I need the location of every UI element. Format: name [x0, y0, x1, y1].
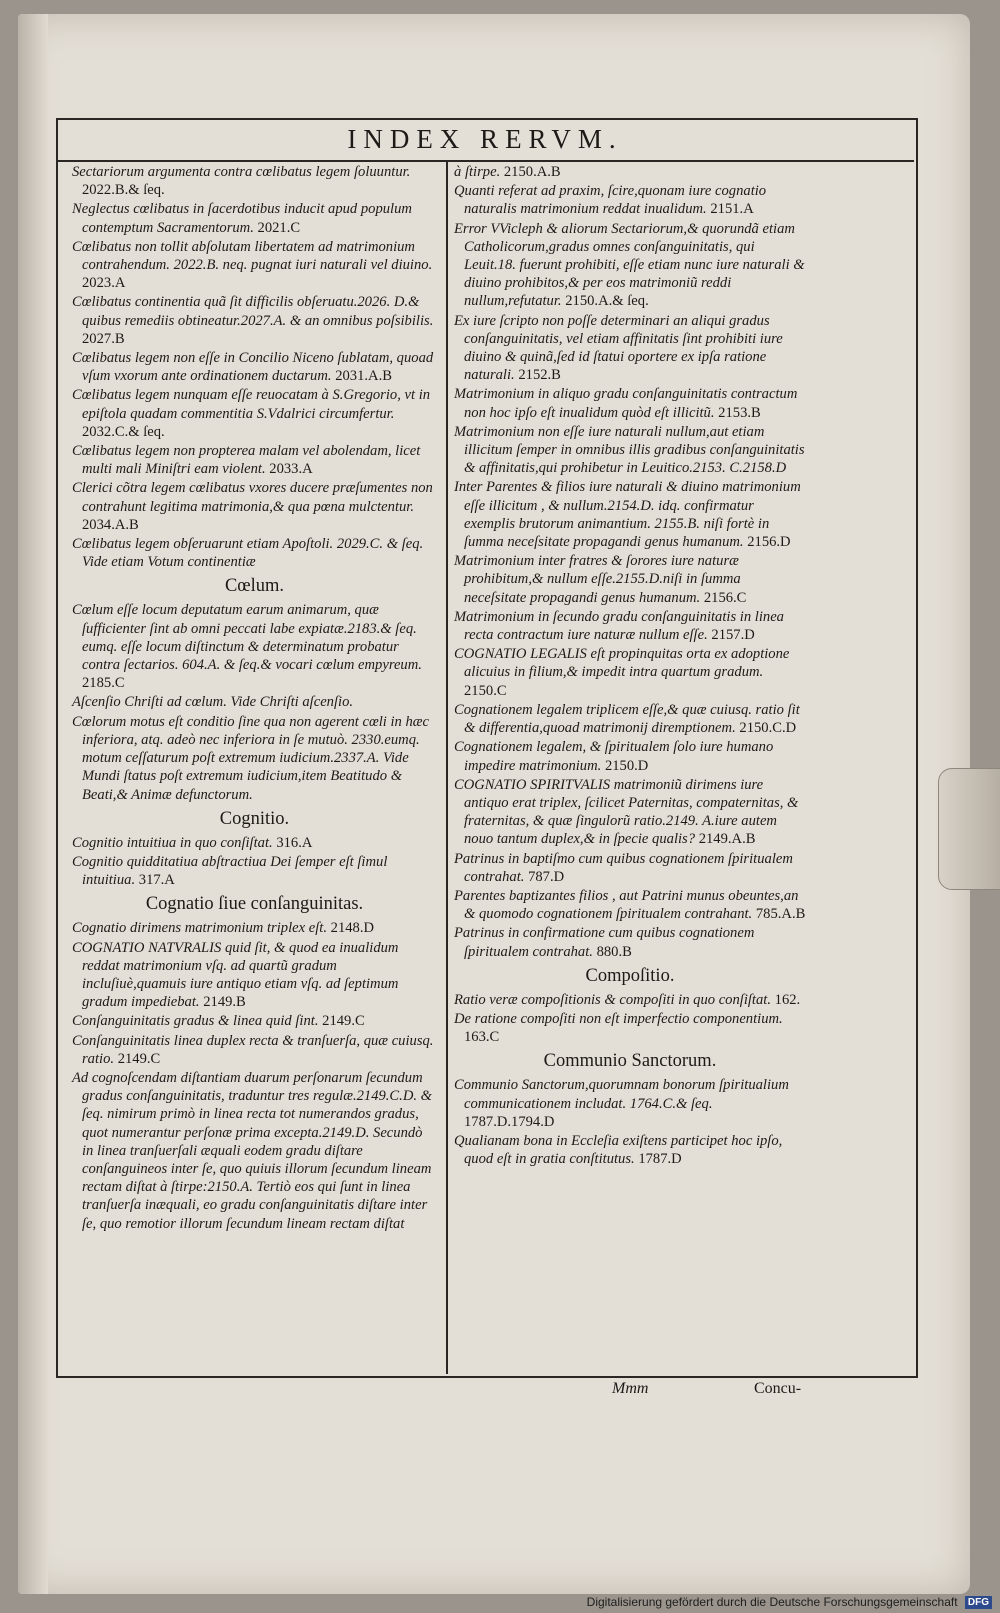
entry-reference: 2149.C [322, 1013, 365, 1030]
index-entry [72, 238, 437, 293]
entry-text: Aſcenſio Chriſti ad cœlum. Vide Chriſti aſcenſio. [72, 694, 354, 711]
index-entry [454, 701, 806, 737]
entry-text: COGNATIO LEGALIS eſt propinquitas orta ex adoptione alicuius in filium,& impedit intra quartum gradum. [454, 646, 790, 681]
entry-reference: 2022.B.& ſeq. [82, 182, 165, 199]
entry-text: Cognatio dirimens matrimonium triplex eſt. [72, 920, 327, 937]
page-tab-marker [938, 768, 1000, 890]
entry-text: Cœlibatus legem non propterea malam vel abolendam, licet multi mali Miniſtri eam violent. [72, 443, 421, 478]
entry-reference: 2149.B [203, 994, 246, 1011]
entry-text: Cognitio intuitiua in quo conſiſtat. [72, 834, 273, 851]
entry-reference: 2027.B [82, 330, 125, 347]
index-entry [454, 552, 806, 607]
entry-reference: 2150.A.B [503, 164, 561, 180]
index-entry [72, 853, 437, 889]
entry-text: Patrinus in confirmatione cum quibus cognationem ſpiritualem contrahat. [454, 925, 755, 960]
entry-reference: 1787.D [638, 1151, 682, 1168]
entry-reference: 2031.A.B [335, 368, 392, 385]
index-entry [454, 738, 806, 774]
section-heading: Cognatio ſiue conſanguinitas. [145, 894, 364, 915]
entry-reference: 1787.D.1794.D [464, 1113, 555, 1130]
entry-text: Matrimonium inter fratres & ſorores iure naturæ prohibitum,& nullum eſſe.2155.D.niſi in ſumma neceſsitate propagandi genus humanum. [454, 553, 741, 606]
right-column [454, 163, 806, 1169]
index-entry [72, 349, 437, 385]
entry-text: Parentes baptizantes filios , aut Patrini munus obeuntes,an & quomodo cognationem ſpiritualem contrahant. [454, 887, 799, 923]
entry-text: Cœlibatus legem non eſſe in Concilio Niceno ſublatam, quoad vſum vxorum ante ordinationem ductarum. [72, 350, 434, 385]
entry-reference: 2033.A [269, 461, 313, 478]
section-heading: Communio Sanctorum. [543, 1051, 717, 1072]
entry-reference: 2034.A.B [82, 516, 139, 533]
entry-text: Matrimonium in aliquo gradu conſanguinitatis contractum non hoc ipſo eſt inualidum quòd eſt illicitũ. [454, 386, 798, 421]
index-entry [454, 850, 806, 886]
entry-text: Sectariorum argumenta contra cœlibatus legem ſoluuntur. [72, 164, 411, 180]
index-entry [72, 601, 437, 692]
index-entry [454, 887, 806, 923]
entry-reference: 2156.D [747, 534, 791, 551]
index-entry [72, 919, 437, 937]
index-entry [72, 713, 437, 804]
entry-text: Ad cognoſcendam diſtantiam duarum perſonarum ſecundum gradus conſanguinitatis, traduntur tres regulæ.2149.C.D. & ſeq. nimirum primò in linea recta tot numerandos gradus, quot numerantur perſonæ prima excepta.2149.D. Secundò in linea tranſuerſali æquali eodem gradu diſtare conſanguineos inter ſe, quo quiuis illorum ſecundum lineam rectam diſtat à ſtirpe:2150.A. Tertiò eos qui ſunt in linea tranſuerſa inæquali, eo gradu conſanguinitatis diſtare inter ſe, quo remotior illorum ſecundum lineam rectam diſtat [72, 1069, 433, 1232]
entry-text: Communio Sanctorum,quorumnam bonorum ſpiritualium communicationem includat. 1764.C.& ſeq. [454, 1077, 789, 1112]
index-entry [454, 220, 806, 311]
entry-reference: 2150.A.& ſeq. [565, 293, 649, 310]
entry-text: Cœlibatus non tollit abſolutam libertatem ad matrimonium contrahendum. 2022.B. neq. pugnat iuri naturali vel diuino. [72, 238, 433, 274]
entry-reference: 787.D [528, 868, 565, 885]
index-entry [72, 1069, 437, 1233]
entry-text: Ex iure ſcripto non poſſe determinari an aliqui gradus conſanguinitatis, vel etiam affinitatis ſint prohibiti iure diuino & quinã,ſed id ſtatui oportere ex ipſa ratione naturali. [454, 312, 783, 384]
dfg-logo-icon: DFG [965, 1596, 992, 1609]
index-entry [72, 939, 437, 1012]
index-entry [454, 924, 806, 960]
entry-reference: 2023.A [82, 275, 126, 292]
entry-text: Cognationem legalem triplicem eſſe,& quæ cuiusq. ratio ſit & differentia,quoad matrimonij diremptionem. [454, 701, 800, 737]
entry-text: Clerici cõtra legem cœlibatus vxores ducere præſumentes non contrahunt legitima matrimonia,& qua pœna mulctentur. [72, 480, 433, 515]
entry-text: Cœlibatus legem obſeruarunt etiam Apoſtoli. 2029.C. & ſeq. Vide etiam Votum continentiæ [72, 536, 424, 571]
signature-mark: Mmm [612, 1380, 649, 1397]
entry-text: Quanti referat ad praxim, ſcire,quonam iure cognatio naturalis matrimonium reddat inualidum. [454, 183, 767, 218]
entry-text: Cognationem legalem, & ſpiritualem ſolo iure humano impedire matrimonium. [454, 739, 774, 774]
entry-reference: 785.A.B [755, 906, 806, 923]
entry-text: Conſanguinitatis linea duplex recta & tranſuerſa, quæ cuiusq. ratio. [72, 1032, 434, 1067]
entry-text: Patrinus in baptiſmo cum quibus cognationem ſpiritualem contrahat. [454, 850, 793, 885]
index-entry [72, 200, 437, 236]
index-entry [454, 182, 806, 218]
index-entry [454, 991, 806, 1009]
entry-reference: 2149.C [117, 1050, 161, 1067]
entry-reference: 2150.D [604, 757, 649, 774]
entry-text: COGNATIO NATVRALIS quid ſit, & quod ea inualidum reddat matrimonium vſq. ad quartũ gradum incluſiuè,quamuis iure antiquo etiam vſq. ad ſeptimum gradum impediebat. [72, 939, 399, 1011]
footer-text: Digitalisierung gefördert durch die Deutsche Forschungsgemeinschaft [586, 1595, 958, 1609]
section-heading: Compoſitio. [585, 965, 675, 986]
section-heading: Cognitio. [219, 808, 290, 829]
entry-reference: 2150.C.D [739, 720, 797, 737]
entry-reference: 880.B [596, 943, 632, 960]
entry-text: Cœlum eſſe locum deputatum earum animarum, quæ ſufficienter ſint ab omni peccati labe expiatæ.2183.& ſeq. eumq. eſſe locum diſtinctum & determinatum probatur contra ſectarios. 604.A. & ſeq.& vocari cœlum empyreum. [72, 602, 422, 674]
entry-text: Cognitio quidditatiua abſtractiua Dei ſemper eſt ſimul intuitiua. [72, 853, 388, 889]
entry-reference: 2021.C [257, 219, 301, 236]
index-entry [454, 1010, 806, 1046]
entry-reference: 2032.C.& ſeq. [82, 423, 165, 440]
entry-reference: 163.C [464, 1029, 500, 1046]
index-entry [454, 163, 806, 181]
index-entry [72, 834, 437, 852]
index-entry [72, 693, 437, 711]
header-rule [56, 160, 914, 162]
entry-reference: 2153.B [718, 404, 761, 421]
entry-text: De ratione compoſiti non eſt imperfectio componentium. [454, 1010, 783, 1027]
index-entry [454, 312, 806, 385]
entry-reference: 2150.C [464, 682, 507, 699]
index-entry [72, 442, 437, 478]
entry-text: Cœlorum motus eſt conditio ſine qua non agerent cœli in hæc inferiora, atq. adeò nec inferiora in ſe mutuò. 2330.eumq. motum ceſſaturum poſt extremum iudicium.2337.A. Vide Mundi ſtatus poſt extremum iudicium,item Beatitudo & Beati,& Animæ defunctorum. [72, 713, 429, 803]
index-entry [72, 479, 437, 534]
entry-text: à ſtirpe. [454, 164, 501, 180]
index-entry [454, 478, 806, 551]
entry-text: Matrimonium in ſecundo gradu conſanguinitatis in linea recta contractum iure naturæ nullum eſſe. [454, 608, 784, 644]
section-heading: Cœlum. [224, 576, 285, 597]
entry-reference: 2148.D [330, 920, 375, 937]
index-entry [72, 293, 437, 348]
entry-text: Inter Parentes & filios iure naturali & diuino matrimonium eſſe illicitum , & nullum.2154.D. idq. confirmatur exemplis brutorum animantium. 2155.B. niſi fortè in ſumma neceſsitate propagandi genus humanum. [454, 479, 801, 551]
running-title: INDEX RERVM. [347, 124, 623, 154]
index-entry [72, 163, 437, 199]
column-divider [446, 162, 448, 1374]
entry-reference: 2151.A [710, 201, 754, 218]
entry-reference: 162. [774, 991, 801, 1008]
index-entry [454, 608, 806, 644]
entry-reference: 2157.D [711, 627, 755, 644]
entry-text: Conſanguinitatis gradus & linea quid ſint. [72, 1013, 319, 1030]
page-gutter [18, 14, 48, 1594]
index-entry [454, 1132, 806, 1168]
entry-reference: 2149.A.B [698, 831, 756, 848]
index-entry [454, 385, 806, 421]
entry-text: Cœlibatus legem nunquam eſſe reuocatam à S.Gregorio, vt in epiſtola quadam commentitia S.Vdalrici circumfertur. [72, 387, 431, 422]
entry-text: Neglectus cœlibatus in ſacerdotibus inducit apud populum contemptum Sacramentorum. [72, 201, 412, 236]
entry-reference: 2152.B [518, 367, 561, 384]
entry-text: Qualianam bona in Eccleſia exiſtens participet hoc ipſo, quod eſt in gratia conſtitutus. [454, 1132, 783, 1168]
entry-text: Ratio veræ compoſitionis & compoſiti in quo conſiſtat. [454, 991, 771, 1008]
entry-reference: 2185.C [82, 675, 125, 692]
entry-text: COGNATIO SPIRITVALIS matrimoniũ dirimens iure antiquo erat triplex, ſcilicet Paternitas, compaternitas, & fraternitas, & quæ ſingulorũ ratio.2149. A.iure autem nouo tantum duplex,& in ſpecie qualis? [454, 776, 799, 848]
index-entry [454, 423, 806, 478]
entry-text: Error VVicleph & aliorum Sectariorum,& quorundã etiam Catholicorum,gradus omnes conſanguinitatis, qui Leuit.18. fuerunt prohibiti, eſſe etiam nunc iure naturali & diuino prohibitos,& per eos matrimoniũ reddi nullum,refutatur. [454, 220, 805, 310]
index-entry [72, 535, 437, 571]
entry-reference: 316.A [276, 834, 313, 851]
entry-text: Cœlibatus continentia quã ſit difficilis obſeruatu.2026. D.& quibus remediis obtineatur.2027.A. & an omnibus poſsibilis. [72, 294, 434, 329]
index-entry [72, 1012, 437, 1030]
index-entry [454, 776, 806, 849]
index-entry [72, 386, 437, 441]
entry-reference: 2156.C [703, 589, 747, 606]
entry-reference: 317.A [138, 872, 175, 889]
catchword: Concu- [754, 1380, 802, 1397]
left-column [72, 163, 437, 1234]
index-entry [454, 1076, 806, 1131]
index-entry [72, 1032, 437, 1068]
digitization-footer [587, 1595, 992, 1609]
index-entry [454, 645, 806, 700]
entry-text: Matrimonium non eſſe iure naturali nullum,aut etiam illicitum ſemper in omnibus illis gradibus conſanguinitatis & affinitatis,qui prohibetur in Leuitico.2153. C.2158.D [454, 423, 805, 477]
